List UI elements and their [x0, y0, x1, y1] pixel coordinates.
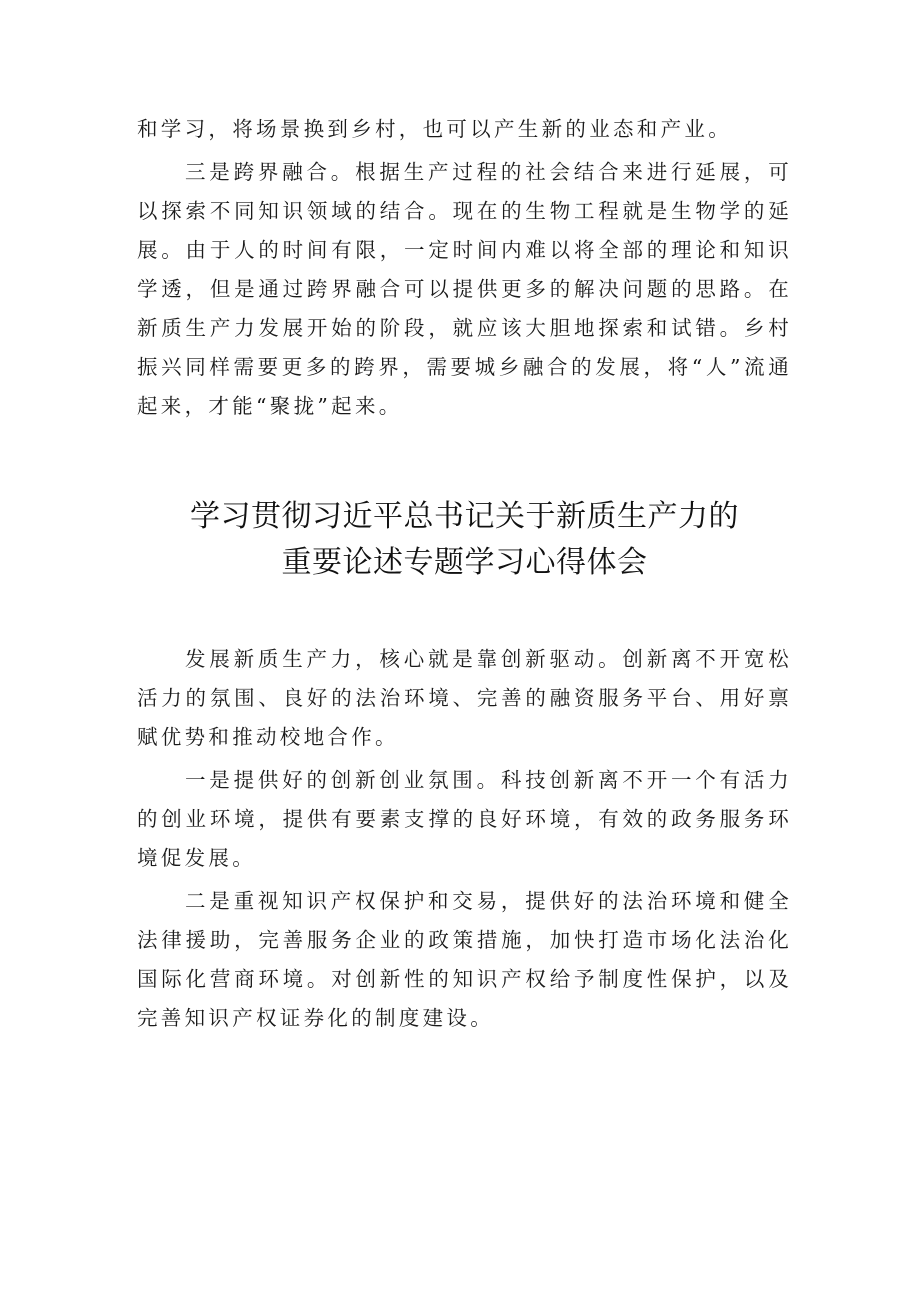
document-body	[137, 110, 792, 1038]
article-title	[127, 494, 802, 586]
paragraph-cross-border-integration: 三是跨界融合。根据生产过程的社会结合来进行延展，可以探索不同知识领域的结合。现在的生物工程就是生物学的延展。由于人的时间有限，一定时间内难以将全部的理论和知识学透，但是通过跨界融合可以提供更多的解决问题的思路。在新质生产力发展开始的阶段，就应该大胆地探索和试错。乡村振兴同样需要更多的跨界，需要城乡融合的发展，将“人”流通起来，才能“聚拢”起来。	[137, 160, 792, 418]
paragraph-innovation-driven: 发展新质生产力，核心就是靠创新驱动。创新离不开宽松活力的氛围、良好的法治环境、完善的融资服务平台、用好禀赋优势和推动校地合作。	[137, 647, 792, 749]
article-title-line-1: 学习贯彻习近平总书记关于新质生产力的	[190, 499, 739, 534]
paragraph-ip-protection: 二是重视知识产权保护和交易，提供好的法治环境和健全法律援助，完善服务企业的政策措施，加快打造市场化法治化国际化营商环境。对创新性的知识产权给予制度性保护，以及完善知识产权证券化的制度建设。	[137, 889, 792, 1030]
article-title-line-2: 重要论述专题学习心得体会	[281, 545, 648, 580]
paragraph-continuation: 和学习，将场景换到乡村，也可以产生新的业态和产业。	[137, 117, 732, 141]
paragraph-innovation-atmosphere: 一是提供好的创新创业氛围。科技创新离不开一个有活力的创业环境，提供有要素支撑的良好环境，有效的政务服务环境促发展。	[137, 768, 792, 870]
